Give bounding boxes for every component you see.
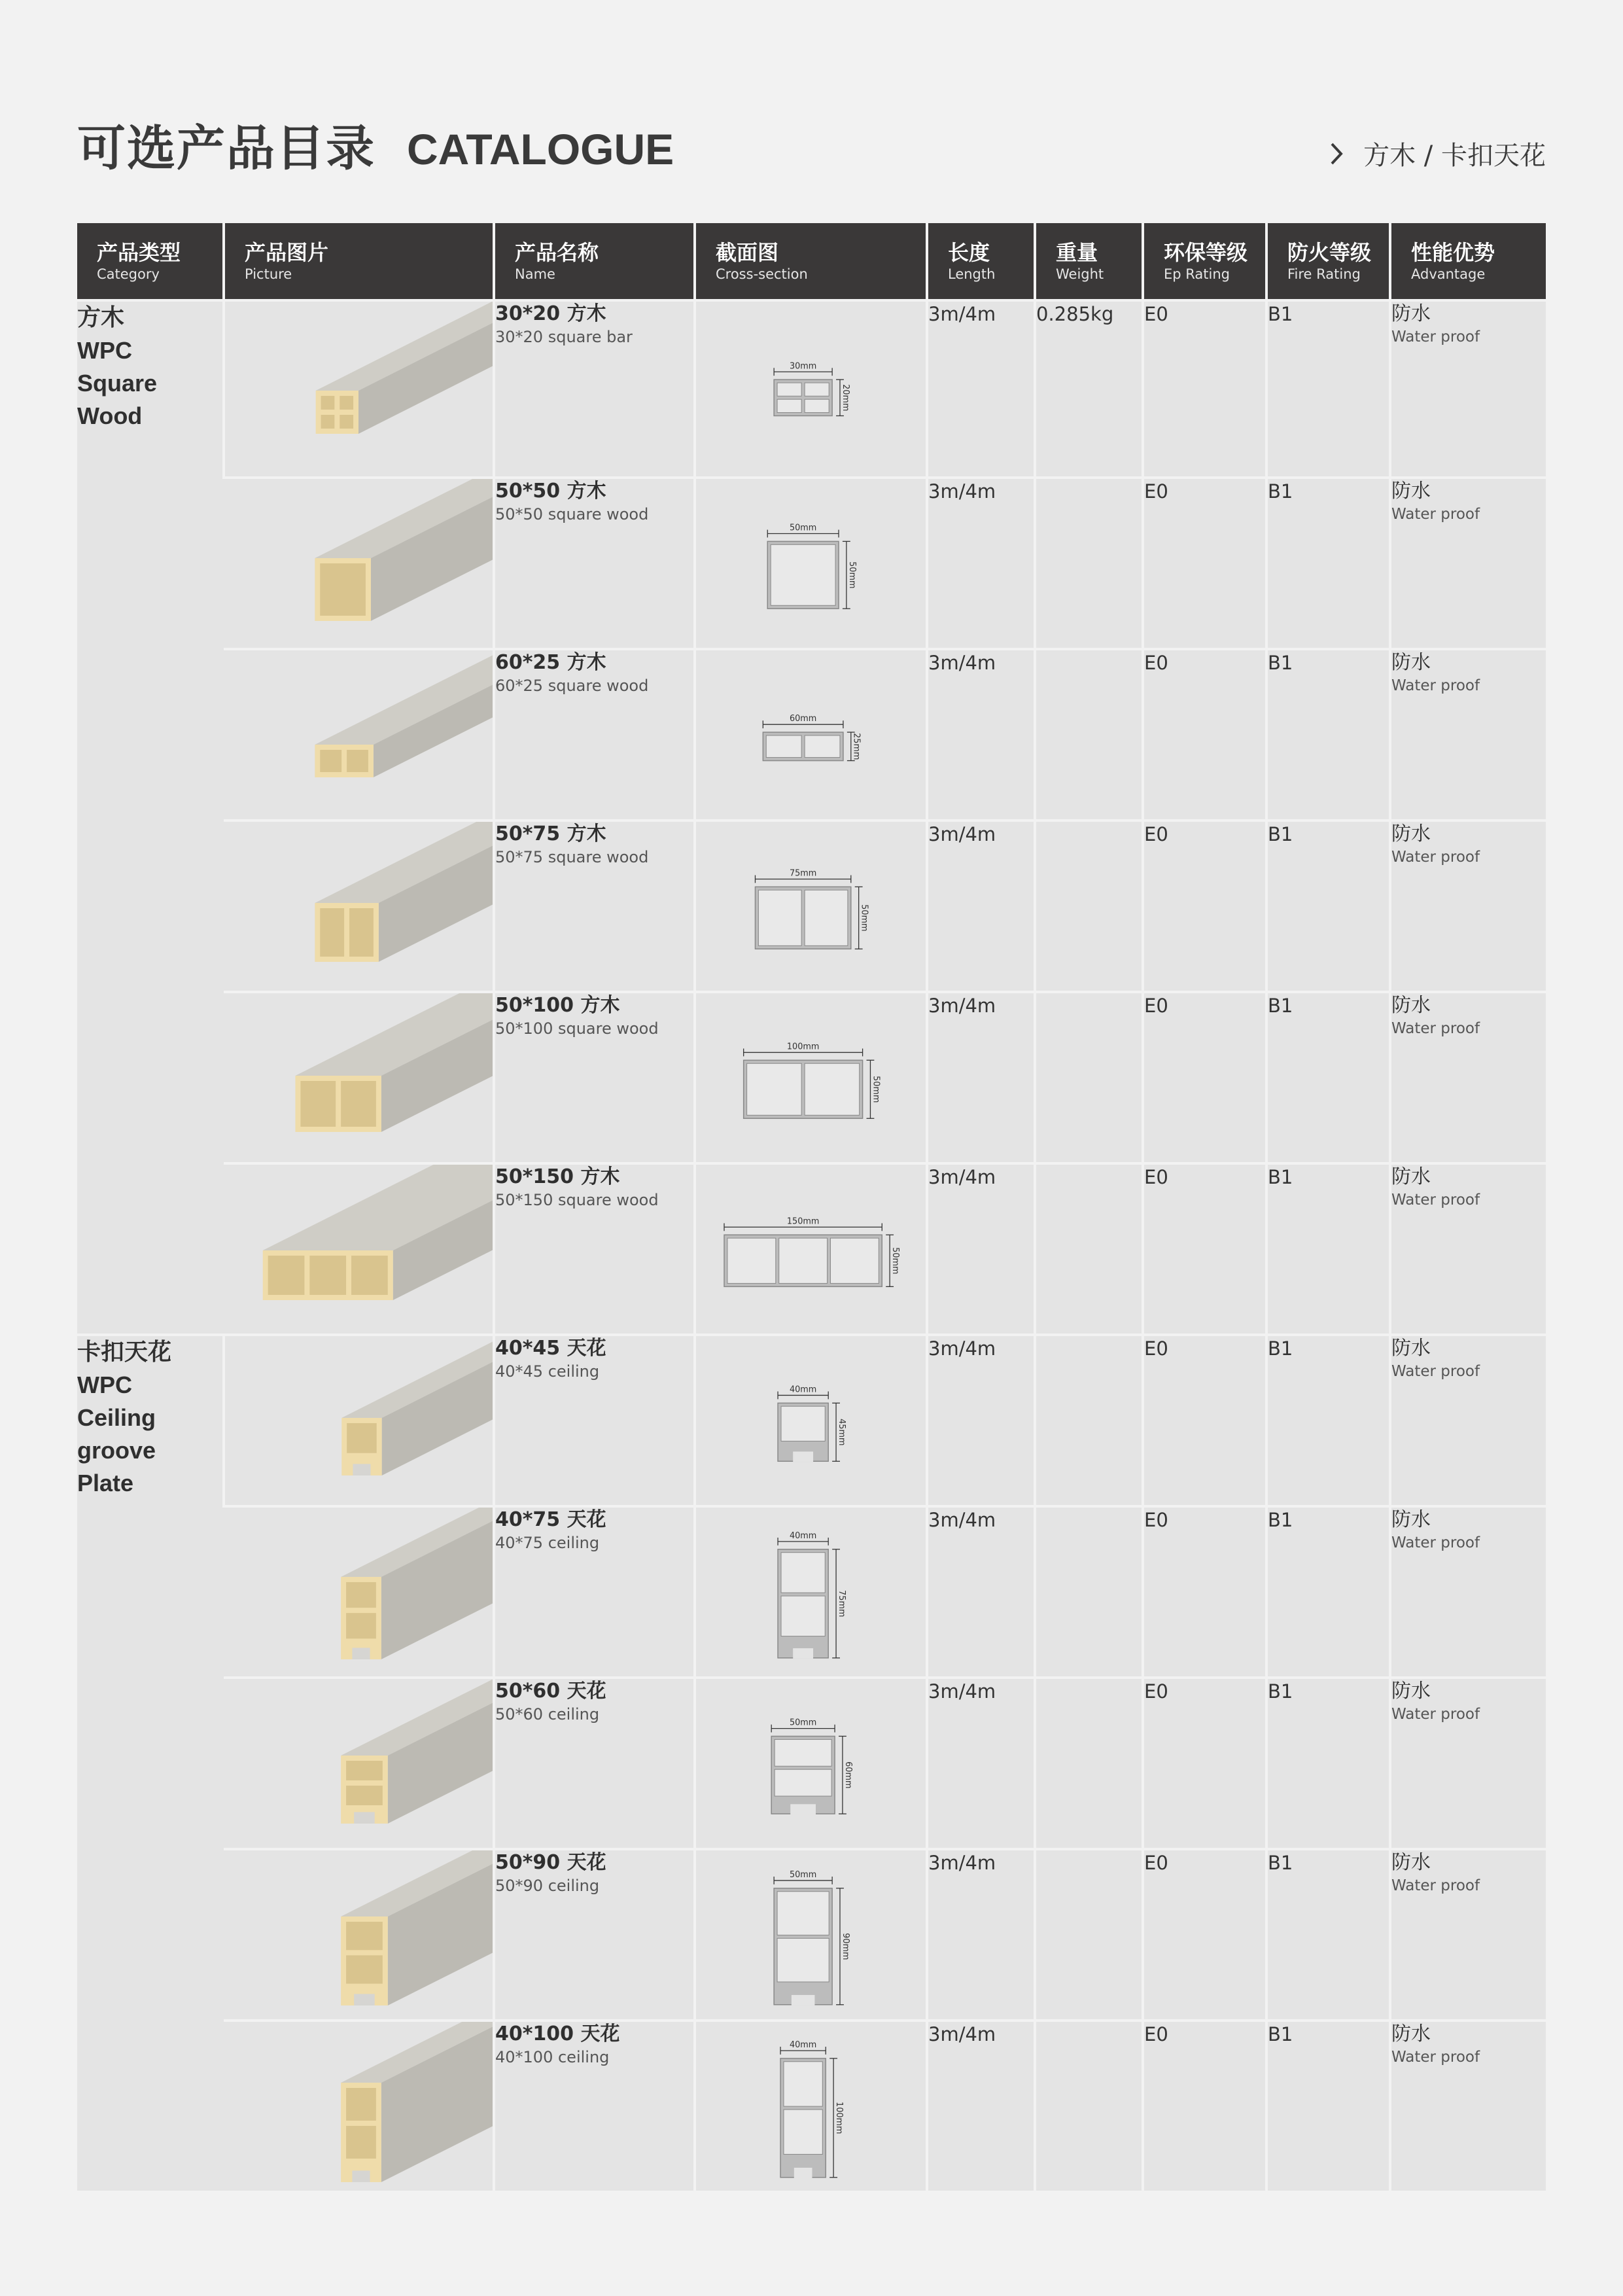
advantage-en: Water proof bbox=[1391, 677, 1480, 694]
dimension-height-label: 20mm bbox=[840, 384, 850, 412]
table-header-row bbox=[77, 223, 1546, 300]
advantage-cell bbox=[1390, 1163, 1546, 1335]
table-row bbox=[77, 1163, 1546, 1335]
length-value: 3m/4m bbox=[928, 1680, 996, 1703]
advantage-cell bbox=[1390, 478, 1546, 649]
advantage-en: Water proof bbox=[1391, 1706, 1480, 1723]
advantage-cn: 防水 bbox=[1391, 302, 1431, 325]
fire-rating-value-cell bbox=[1266, 1163, 1390, 1335]
fire-rating-value: B1 bbox=[1268, 2023, 1293, 2045]
length-value-cell bbox=[927, 992, 1035, 1163]
col-header-ep-rating: 环保等级 Ep Rating bbox=[1143, 223, 1266, 300]
fire-rating-value-cell bbox=[1266, 1506, 1390, 1678]
fire-rating-value: B1 bbox=[1268, 1680, 1293, 1703]
product-name-en: 50*60 ceiling bbox=[495, 1705, 600, 1723]
weight-value-cell bbox=[1035, 649, 1143, 821]
length-value-cell bbox=[927, 300, 1035, 478]
product-name-en: 40*75 ceiling bbox=[495, 1534, 600, 1552]
fire-rating-value: B1 bbox=[1268, 1509, 1293, 1531]
product-name-cn: 30*20 方木 bbox=[495, 302, 606, 325]
advantage-cell bbox=[1390, 1849, 1546, 2021]
advantage-cn: 防水 bbox=[1391, 1337, 1431, 1360]
product-name-cell bbox=[494, 478, 695, 649]
fire-rating-value-cell bbox=[1266, 1335, 1390, 1506]
ep-rating-value: E0 bbox=[1144, 1852, 1168, 1874]
length-value: 3m/4m bbox=[928, 652, 996, 674]
dimension-width-label: 30mm bbox=[789, 361, 817, 372]
product-name-cell bbox=[494, 821, 695, 992]
table-row bbox=[77, 992, 1546, 1163]
weight-value-cell bbox=[1035, 478, 1143, 649]
fire-rating-value-cell bbox=[1266, 2021, 1390, 2191]
length-value-cell bbox=[927, 1678, 1035, 1849]
product-name-cn: 50*75 方木 bbox=[495, 822, 606, 845]
category-name-en: Square bbox=[77, 370, 158, 397]
cross-section-diagram bbox=[695, 992, 927, 1163]
product-name-cn: 40*45 天花 bbox=[495, 1337, 606, 1360]
product-name-cn: 50*50 方木 bbox=[495, 480, 606, 503]
product-name-cn: 50*90 天花 bbox=[495, 1851, 606, 1874]
ep-rating-value-cell bbox=[1143, 992, 1266, 1163]
cross-section-diagram bbox=[695, 1849, 927, 2021]
dimension-height-label: 60mm bbox=[843, 1761, 853, 1789]
table-row bbox=[77, 1678, 1546, 1849]
advantage-cn: 防水 bbox=[1391, 480, 1431, 503]
weight-value-cell bbox=[1035, 1506, 1143, 1678]
advantage-cell bbox=[1390, 2021, 1546, 2191]
col-header-cross-section: 截面图 Cross-section bbox=[695, 223, 927, 300]
fire-rating-value: B1 bbox=[1268, 652, 1293, 674]
table-row bbox=[77, 2021, 1546, 2191]
chevron-right-icon bbox=[1329, 141, 1344, 166]
product-picture bbox=[224, 300, 494, 478]
product-picture bbox=[224, 1506, 494, 1678]
weight-value-cell bbox=[1035, 1163, 1143, 1335]
product-name-cell bbox=[494, 1506, 695, 1678]
length-value-cell bbox=[927, 649, 1035, 821]
col-header-advantage: 性能优势 Advantage bbox=[1390, 223, 1546, 300]
fire-rating-value-cell bbox=[1266, 1678, 1390, 1849]
dimension-width-label: 50mm bbox=[789, 1870, 817, 1881]
product-name-cn: 40*75 天花 bbox=[495, 1508, 606, 1531]
fire-rating-value: B1 bbox=[1268, 480, 1293, 503]
ep-rating-value: E0 bbox=[1144, 2023, 1168, 2045]
product-name-en: 50*50 square wood bbox=[495, 505, 649, 523]
weight-value: 0.285kg bbox=[1036, 303, 1114, 325]
dimension-height-label: 50mm bbox=[859, 904, 869, 932]
weight-value-cell bbox=[1035, 2021, 1143, 2191]
product-name-cell bbox=[494, 1849, 695, 2021]
category-cell bbox=[77, 300, 224, 1335]
product-picture bbox=[224, 649, 494, 821]
product-name-en: 50*150 square wood bbox=[495, 1191, 659, 1209]
fire-rating-value-cell bbox=[1266, 821, 1390, 992]
col-header-length: 长度 Length bbox=[927, 223, 1035, 300]
length-value-cell bbox=[927, 1849, 1035, 2021]
col-header-weight: 重量 Weight bbox=[1035, 223, 1143, 300]
table-row bbox=[77, 649, 1546, 821]
product-name-cell bbox=[494, 1335, 695, 1506]
ep-rating-value: E0 bbox=[1144, 1166, 1168, 1188]
category-name-en: groove bbox=[77, 1437, 156, 1464]
advantage-en: Water proof bbox=[1391, 1877, 1480, 1894]
advantage-cn: 防水 bbox=[1391, 1851, 1431, 1874]
length-value: 3m/4m bbox=[928, 1166, 996, 1188]
fire-rating-value: B1 bbox=[1268, 823, 1293, 845]
ep-rating-value: E0 bbox=[1144, 1509, 1168, 1531]
fire-rating-value: B1 bbox=[1268, 995, 1293, 1017]
fire-rating-value: B1 bbox=[1268, 1166, 1293, 1188]
fire-rating-value: B1 bbox=[1268, 303, 1293, 325]
fire-rating-value-cell bbox=[1266, 992, 1390, 1163]
advantage-en: Water proof bbox=[1391, 2049, 1480, 2066]
col-header-name: 产品名称 Name bbox=[494, 223, 695, 300]
product-picture bbox=[224, 992, 494, 1163]
product-name-en: 60*25 square wood bbox=[495, 677, 649, 695]
breadcrumb[interactable] bbox=[1329, 135, 1546, 172]
cross-section-diagram bbox=[695, 821, 927, 992]
advantage-cell bbox=[1390, 821, 1546, 992]
product-name-cn: 60*25 方木 bbox=[495, 651, 606, 674]
product-picture bbox=[224, 1163, 494, 1335]
dimension-width-label: 40mm bbox=[789, 1385, 817, 1395]
col-header-category: 产品类型 Category bbox=[77, 223, 224, 300]
advantage-cell bbox=[1390, 649, 1546, 821]
dimension-width-label: 150mm bbox=[786, 1216, 820, 1227]
advantage-cell bbox=[1390, 1506, 1546, 1678]
advantage-en: Water proof bbox=[1391, 506, 1480, 523]
cross-section-diagram bbox=[695, 2021, 927, 2191]
ep-rating-value: E0 bbox=[1144, 303, 1168, 325]
dimension-height-label: 45mm bbox=[837, 1419, 847, 1446]
advantage-cell bbox=[1390, 300, 1546, 478]
advantage-cn: 防水 bbox=[1391, 1165, 1431, 1188]
category-name-en: WPC bbox=[77, 1371, 132, 1398]
dimension-height-label: 50mm bbox=[890, 1247, 901, 1275]
product-name-en: 50*75 square wood bbox=[495, 848, 649, 866]
cross-section-diagram bbox=[695, 1678, 927, 1849]
advantage-cn: 防水 bbox=[1391, 2022, 1431, 2045]
ep-rating-value: E0 bbox=[1144, 1337, 1168, 1360]
cross-section-diagram bbox=[695, 300, 927, 478]
fire-rating-value-cell bbox=[1266, 1849, 1390, 2021]
length-value-cell bbox=[927, 1506, 1035, 1678]
length-value: 3m/4m bbox=[928, 480, 996, 503]
table-row bbox=[77, 1506, 1546, 1678]
product-name-en: 50*90 ceiling bbox=[495, 1877, 600, 1895]
ep-rating-value-cell bbox=[1143, 649, 1266, 821]
dimension-height-label: 50mm bbox=[871, 1076, 881, 1103]
product-name-en: 50*100 square wood bbox=[495, 1019, 659, 1038]
product-name-cn: 40*100 天花 bbox=[495, 2022, 620, 2045]
length-value-cell bbox=[927, 478, 1035, 649]
table-row bbox=[77, 821, 1546, 992]
product-name-en: 40*100 ceiling bbox=[495, 2048, 610, 2066]
product-name-cell bbox=[494, 649, 695, 821]
product-name-cell bbox=[494, 1678, 695, 1849]
dimension-height-label: 75mm bbox=[837, 1590, 847, 1617]
breadcrumb-label: 方木 / 卡扣天花 bbox=[1363, 141, 1546, 171]
ep-rating-value: E0 bbox=[1144, 1680, 1168, 1703]
dimension-height-label: 25mm bbox=[851, 733, 862, 760]
length-value-cell bbox=[927, 1163, 1035, 1335]
length-value: 3m/4m bbox=[928, 303, 996, 325]
ep-rating-value-cell bbox=[1143, 1849, 1266, 2021]
dimension-width-label: 60mm bbox=[789, 714, 817, 724]
product-picture bbox=[224, 1849, 494, 2021]
length-value-cell bbox=[927, 821, 1035, 992]
product-name-cn: 50*150 方木 bbox=[495, 1165, 620, 1188]
product-picture bbox=[224, 478, 494, 649]
length-value: 3m/4m bbox=[928, 2023, 996, 2045]
advantage-cell bbox=[1390, 1335, 1546, 1506]
ep-rating-value-cell bbox=[1143, 1506, 1266, 1678]
catalogue-table bbox=[77, 223, 1546, 2191]
advantage-en: Water proof bbox=[1391, 1534, 1480, 1551]
advantage-en: Water proof bbox=[1391, 1020, 1480, 1037]
dimension-height-label: 100mm bbox=[834, 2102, 845, 2134]
category-name-cn: 卡扣天花 bbox=[77, 1339, 172, 1366]
advantage-cell bbox=[1390, 992, 1546, 1163]
cross-section-diagram bbox=[695, 1506, 927, 1678]
table-row bbox=[77, 1849, 1546, 2021]
product-name-cell bbox=[494, 300, 695, 478]
ep-rating-value: E0 bbox=[1144, 652, 1168, 674]
product-name-cell bbox=[494, 992, 695, 1163]
ep-rating-value-cell bbox=[1143, 1163, 1266, 1335]
ep-rating-value: E0 bbox=[1144, 995, 1168, 1017]
weight-value-cell bbox=[1035, 992, 1143, 1163]
ep-rating-value-cell bbox=[1143, 1335, 1266, 1506]
dimension-width-label: 75mm bbox=[789, 868, 817, 879]
length-value: 3m/4m bbox=[928, 1509, 996, 1531]
dimension-width-label: 100mm bbox=[786, 1042, 820, 1052]
weight-value-cell bbox=[1035, 1678, 1143, 1849]
fire-rating-value-cell bbox=[1266, 649, 1390, 821]
advantage-en: Water proof bbox=[1391, 328, 1480, 345]
advantage-en: Water proof bbox=[1391, 1363, 1480, 1380]
category-cell bbox=[77, 1335, 224, 2191]
advantage-cn: 防水 bbox=[1391, 1508, 1431, 1531]
category-name-cn: 方木 bbox=[77, 304, 125, 331]
table-row bbox=[77, 1335, 1546, 1506]
dimension-width-label: 40mm bbox=[789, 1530, 817, 1541]
cross-section-diagram bbox=[695, 649, 927, 821]
length-value: 3m/4m bbox=[928, 1337, 996, 1360]
advantage-cn: 防水 bbox=[1391, 822, 1431, 845]
length-value-cell bbox=[927, 2021, 1035, 2191]
fire-rating-value: B1 bbox=[1268, 1337, 1293, 1360]
table-row bbox=[77, 300, 1546, 478]
table-row bbox=[77, 478, 1546, 649]
dimension-height-label: 50mm bbox=[846, 561, 857, 589]
ep-rating-value-cell bbox=[1143, 1678, 1266, 1849]
product-picture bbox=[224, 1678, 494, 1849]
cross-section-diagram bbox=[695, 1335, 927, 1506]
category-name-en: WPC bbox=[77, 337, 132, 364]
length-value: 3m/4m bbox=[928, 995, 996, 1017]
length-value-cell bbox=[927, 1335, 1035, 1506]
fire-rating-value-cell bbox=[1266, 300, 1390, 478]
category-name-en: Wood bbox=[77, 402, 143, 429]
advantage-en: Water proof bbox=[1391, 1192, 1480, 1209]
fire-rating-value: B1 bbox=[1268, 1852, 1293, 1874]
advantage-cn: 防水 bbox=[1391, 1680, 1431, 1703]
cross-section-diagram bbox=[695, 478, 927, 649]
advantage-cell bbox=[1390, 1678, 1546, 1849]
product-name-cn: 50*100 方木 bbox=[495, 994, 620, 1017]
product-picture bbox=[224, 821, 494, 992]
dimension-height-label: 90mm bbox=[840, 1933, 850, 1960]
weight-value-cell bbox=[1035, 821, 1143, 992]
product-name-cn: 50*60 天花 bbox=[495, 1680, 606, 1703]
fire-rating-value-cell bbox=[1266, 478, 1390, 649]
col-header-picture: 产品图片 Picture bbox=[224, 223, 494, 300]
weight-value-cell bbox=[1035, 300, 1143, 478]
ep-rating-value: E0 bbox=[1144, 480, 1168, 503]
weight-value-cell bbox=[1035, 1849, 1143, 2021]
ep-rating-value-cell bbox=[1143, 2021, 1266, 2191]
category-name-en: Ceiling bbox=[77, 1404, 156, 1431]
length-value: 3m/4m bbox=[928, 823, 996, 845]
product-picture bbox=[224, 2021, 494, 2191]
product-picture bbox=[224, 1335, 494, 1506]
product-name-en: 40*45 ceiling bbox=[495, 1362, 600, 1381]
product-name-cell bbox=[494, 1163, 695, 1335]
advantage-cn: 防水 bbox=[1391, 994, 1431, 1017]
cross-section-diagram bbox=[695, 1163, 927, 1335]
advantage-en: Water proof bbox=[1391, 849, 1480, 866]
product-name-cell bbox=[494, 2021, 695, 2191]
dimension-width-label: 50mm bbox=[789, 523, 817, 533]
category-name-en: Plate bbox=[77, 1470, 134, 1496]
advantage-cn: 防水 bbox=[1391, 651, 1431, 674]
page-title-cn: 可选产品目录 bbox=[77, 120, 375, 177]
ep-rating-value-cell bbox=[1143, 478, 1266, 649]
ep-rating-value-cell bbox=[1143, 821, 1266, 992]
ep-rating-value: E0 bbox=[1144, 823, 1168, 845]
product-name-en: 30*20 square bar bbox=[495, 328, 633, 346]
page-title-en: CATALOGUE bbox=[407, 125, 674, 173]
weight-value-cell bbox=[1035, 1335, 1143, 1506]
dimension-width-label: 50mm bbox=[789, 1718, 817, 1728]
dimension-width-label: 40mm bbox=[789, 2040, 817, 2051]
ep-rating-value-cell bbox=[1143, 300, 1266, 478]
length-value: 3m/4m bbox=[928, 1852, 996, 1874]
col-header-fire-rating: 防火等级 Fire Rating bbox=[1266, 223, 1390, 300]
